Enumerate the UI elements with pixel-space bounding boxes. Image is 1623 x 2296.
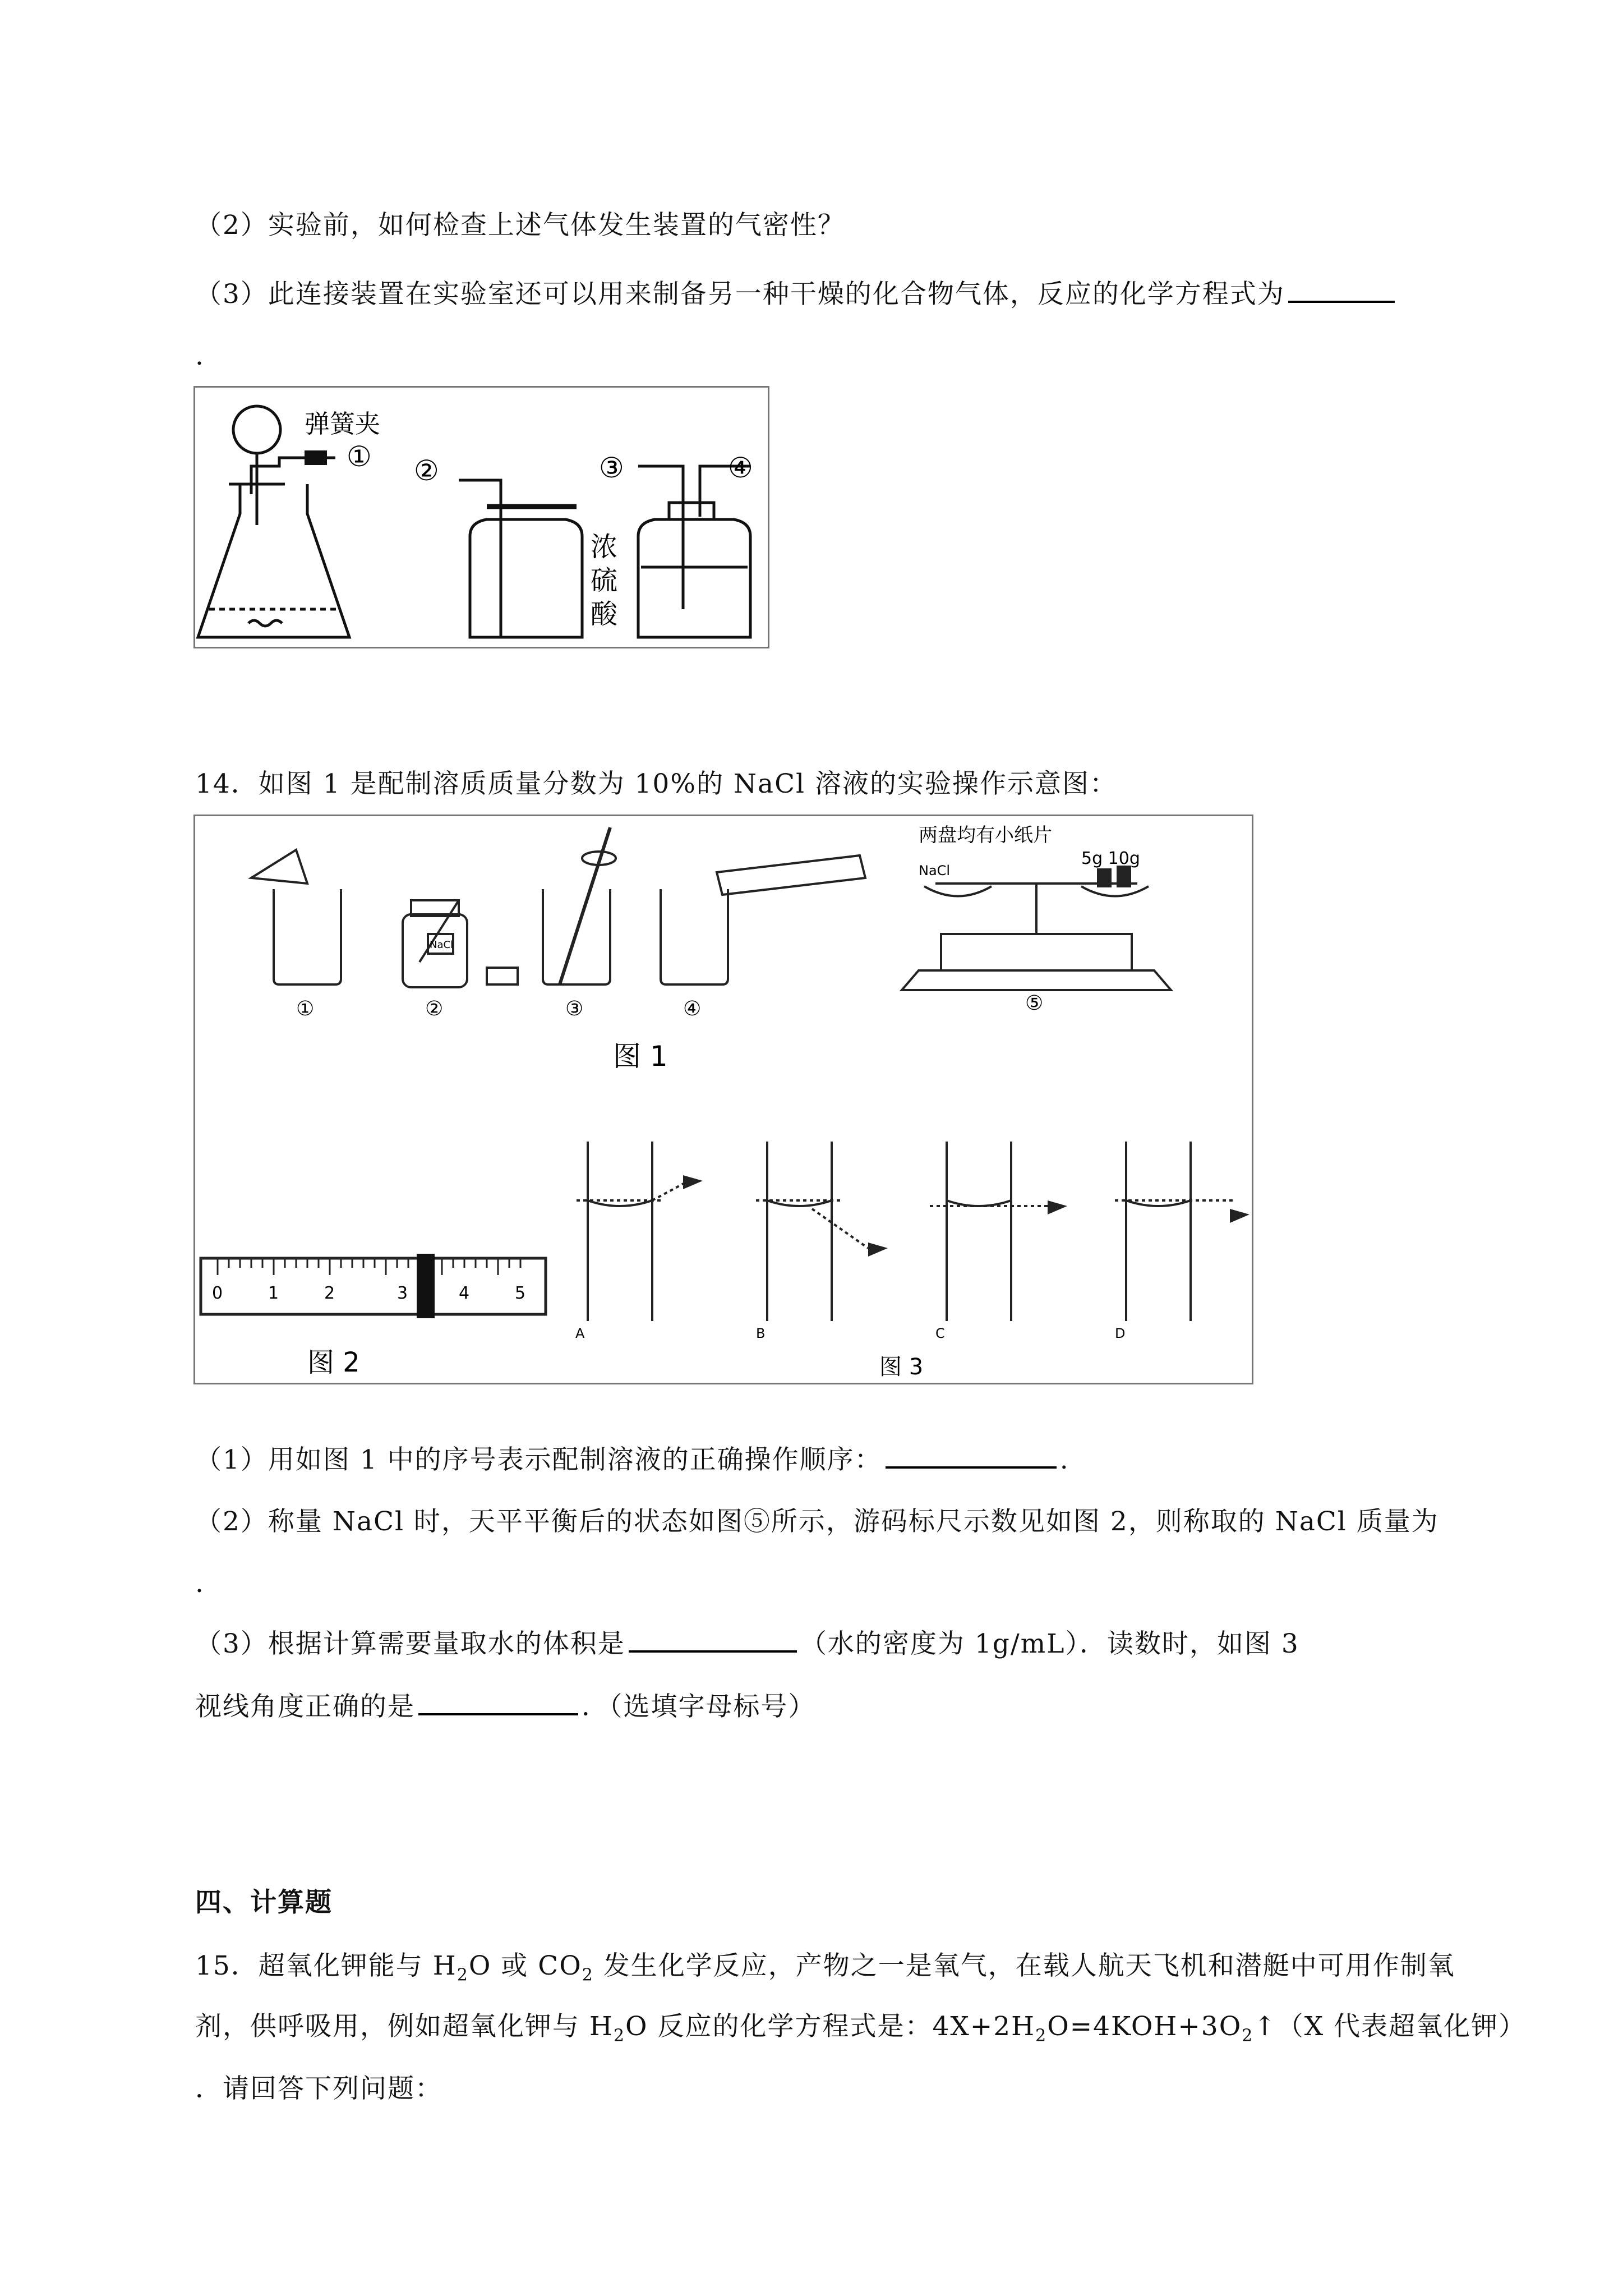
eye-D-icon (1230, 1209, 1249, 1223)
q15-text-2b: O 反应的化学方程式是：4X+2H (625, 2011, 1036, 2042)
cylinder-D (1115, 1142, 1233, 1321)
question-14-1-text: （1）用如图 1 中的序号表示配制溶液的正确操作顺序： (195, 1444, 882, 1475)
left-pan-label: NaCl (919, 863, 951, 878)
question-15-line-3: ．请回答下列问题： (195, 2073, 442, 2104)
question-13-3 (195, 276, 1398, 311)
answer-blank-angle[interactable] (418, 1688, 578, 1715)
question-14-2-end: . (195, 1568, 205, 1599)
scale-tick-0: 0 (212, 1283, 223, 1303)
q15-text-2d: ↑（X 代表超氧化钾） (1253, 2011, 1527, 2042)
port-label-2: ② (414, 454, 439, 487)
question-14-3-cont-end: ．（选填字母标号） (582, 1691, 816, 1722)
port-label-1: ① (347, 440, 372, 473)
answer-blank-volume[interactable] (629, 1626, 797, 1653)
step-label-4: ④ (683, 997, 702, 1020)
port-label-3: ③ (599, 452, 624, 484)
q15-sub-5: 2 (1242, 2026, 1254, 2046)
step-label-2: ② (425, 997, 444, 1020)
reagent-jar (403, 914, 467, 987)
scale-tick-4: 4 (459, 1283, 470, 1303)
question-14-2: （2）称量 NaCl 时，天平平衡后的状态如图⑤所示，游码标尺示数见如图 2，则称取的 NaCl 质量为 (195, 1506, 1439, 1537)
cylinder-A (577, 1142, 689, 1321)
weights-label: 5g 10g (1081, 849, 1140, 868)
port-label-4: ④ (728, 452, 753, 484)
acid-label-2: 硫 (591, 565, 618, 596)
cylinder-label-A: A (575, 1326, 585, 1341)
cylinder-B (756, 1142, 868, 1321)
question-14-stem: 14．如图 1 是配制溶质质量分数为 10%的 NaCl 溶液的实验操作示意图： (195, 769, 1118, 799)
graduated-cylinder (717, 855, 865, 895)
rider-scale (201, 1258, 546, 1314)
acid-label-3: 酸 (591, 599, 618, 630)
figure-2-caption: 图 2 (307, 1347, 360, 1378)
scale-tick-2: 2 (324, 1283, 335, 1303)
figure-1-2-3 (193, 815, 1253, 1384)
figure-3-caption: 图 3 (879, 1354, 924, 1380)
question-15-line-2 (195, 2010, 1526, 2053)
question-14-3 (195, 1626, 1299, 1661)
question-13-3-end: . (195, 341, 205, 371)
scale-tick-1: 1 (268, 1283, 279, 1303)
question-14-3-note: （水的密度为 1g/mL）．读数时，如图 3 (800, 1628, 1299, 1659)
step-label-1: ① (296, 997, 315, 1020)
answer-blank-order[interactable] (886, 1442, 1057, 1469)
q15-text-1b: O 或 CO (468, 1950, 582, 1981)
eye-C-icon (1048, 1200, 1067, 1214)
eye-A-icon (683, 1175, 703, 1189)
spring-clip (305, 450, 327, 465)
q15-text-2a: 剂，供呼吸用，例如超氧化钾与 H (195, 2011, 614, 2042)
scale-tick-3: 3 (397, 1283, 408, 1303)
beaker-4 (661, 889, 728, 984)
question-14-1 (195, 1442, 1069, 1477)
step-label-5: ⑤ (1025, 992, 1044, 1015)
cylinder-C (930, 1142, 1048, 1321)
question-13-3-text: （3）此连接装置在实验室还可以用来制备另一种干燥的化合物气体，反应的化学方程式为 (195, 279, 1285, 310)
jar-label: NaCl (430, 939, 454, 951)
q15-text-1a: 15．超氧化钾能与 H (195, 1950, 457, 1981)
scale-tick-5: 5 (515, 1283, 526, 1303)
question-14-3-cont (195, 1688, 816, 1724)
step-label-3: ③ (565, 997, 584, 1020)
question-14-3-text: （3）根据计算需要量取水的体积是 (195, 1628, 625, 1659)
question-14-3-cont-text: 视线角度正确的是 (195, 1691, 415, 1722)
q15-sub-4: 2 (1035, 2026, 1048, 2046)
q15-sub-1: 2 (457, 1965, 469, 1985)
q15-text-1c: 发生化学反应，产物之一是氧气，在载人航天飞机和潜艇中可用作制氧 (593, 1950, 1455, 1981)
rider-block (417, 1254, 435, 1318)
q15-text-2c: O=4KOH+3O (1047, 2011, 1242, 2042)
acid-label-1: 浓 (591, 531, 618, 563)
balance-base (902, 970, 1171, 990)
q15-sub-2: 2 (582, 1965, 594, 1985)
apparatus-figure (193, 386, 769, 648)
apparatus-drawing (195, 388, 768, 647)
experiment-drawing (195, 816, 1252, 1383)
eye-B-icon (868, 1243, 888, 1257)
cylinder-label-B: B (756, 1326, 766, 1341)
balance-note: 两盘均有小纸片 (919, 824, 1052, 846)
question-14-1-end: . (1059, 1444, 1069, 1475)
cylinder-label-D: D (1115, 1326, 1126, 1341)
gas-bottle-3 (638, 519, 750, 637)
spring-clip-label: 弹簧夹 (305, 409, 381, 439)
funnel-bulb (233, 406, 280, 453)
cylinder-label-C: C (935, 1326, 945, 1341)
rider-scale-ticks (218, 1258, 520, 1275)
question-13-2: （2）实验前，如何检查上述气体发生装置的气密性？ (195, 210, 845, 241)
erlenmeyer-flask (198, 484, 349, 637)
section-4-title: 四、计算题 (195, 1887, 333, 1918)
q15-sub-3: 2 (613, 2026, 626, 2046)
question-15-line-1 (195, 1949, 1455, 1992)
figure-1-caption: 图 1 (613, 1040, 668, 1073)
beaker-1 (274, 889, 341, 984)
answer-blank[interactable] (1288, 276, 1395, 303)
gas-bottle-2 (470, 519, 582, 637)
